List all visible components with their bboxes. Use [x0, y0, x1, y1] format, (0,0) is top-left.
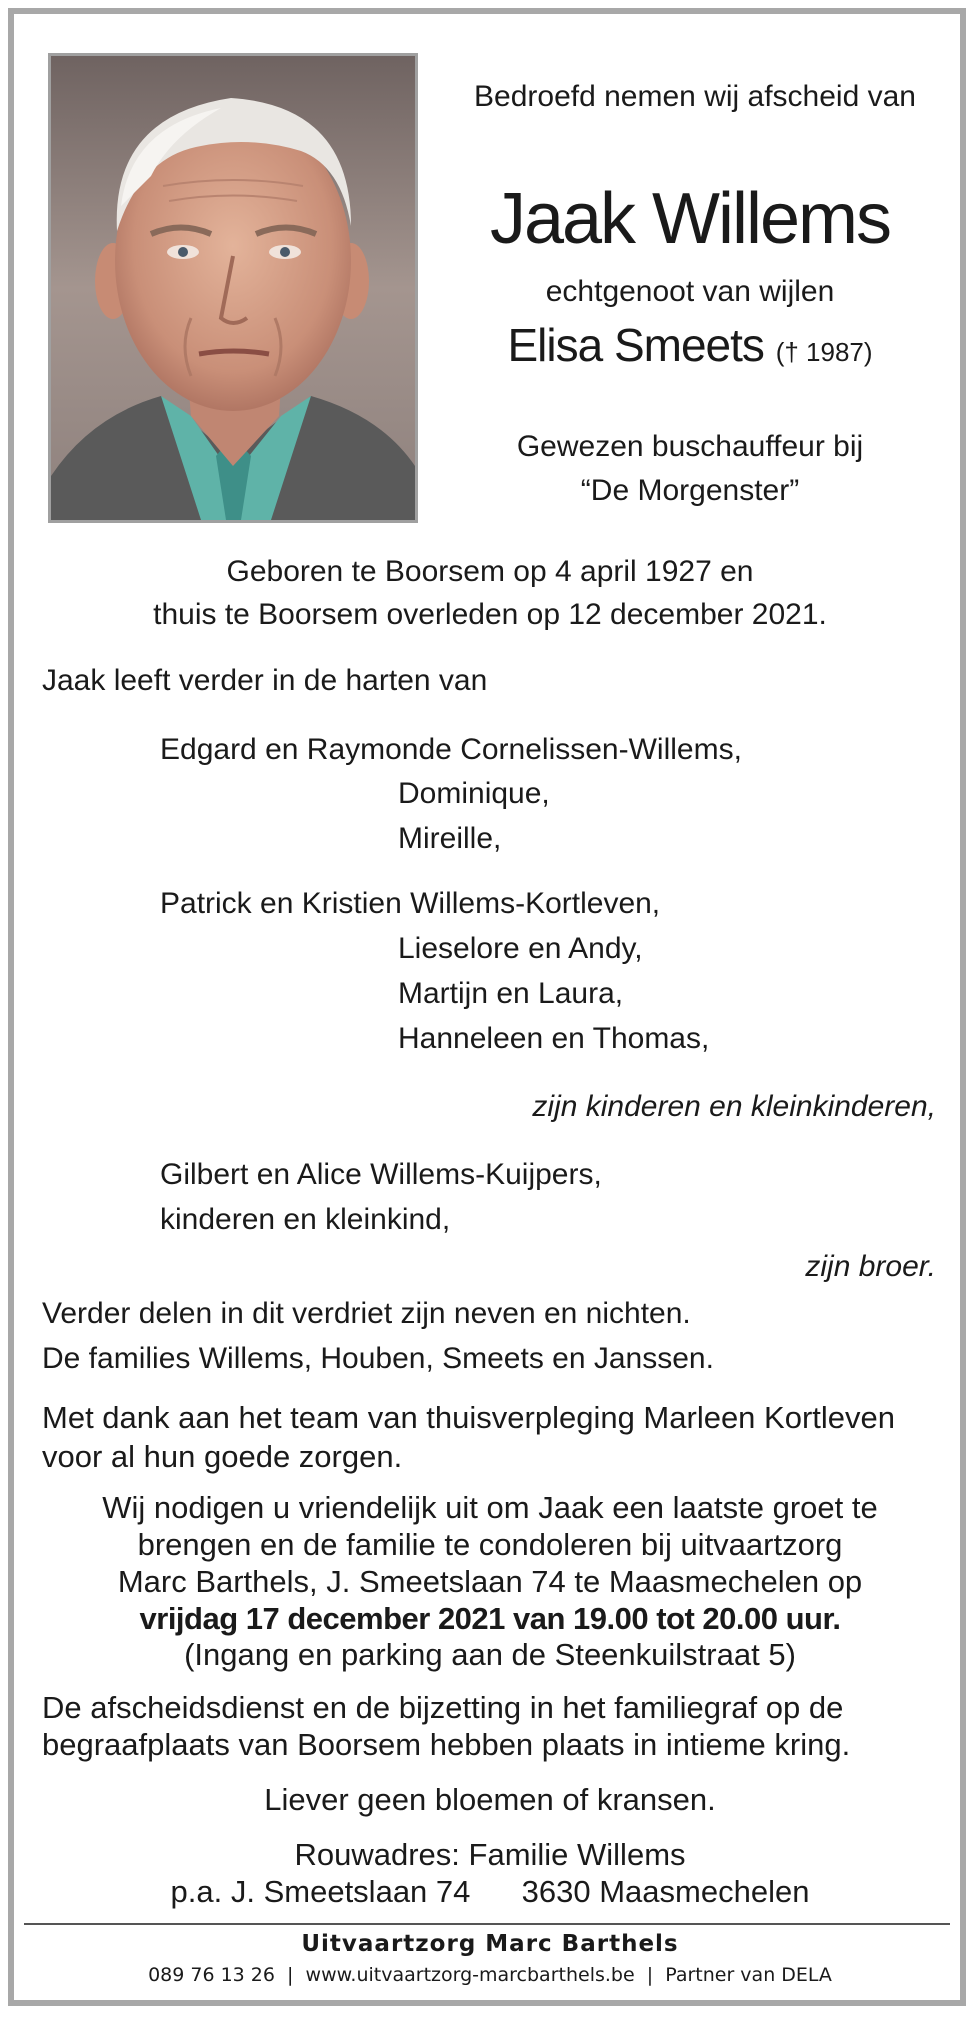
family-intro: Jaak leeft verder in de harten van [42, 664, 488, 697]
children-label: zijn kinderen en kleinkinderen, [532, 1090, 936, 1123]
family-member: Patrick en Kristien Willems-Kortleven, [160, 887, 661, 920]
spouse-death: († 1987) [775, 337, 873, 367]
flowers-note: Liever geen bloemen of kransen. [264, 1782, 716, 1817]
brother-label: zijn broer. [805, 1250, 936, 1283]
died-line: thuis te Boorsem overleden op 12 december 2021. [153, 598, 827, 631]
family-member: Mireille, [398, 822, 502, 855]
family-member: Edgard en Raymonde Cornelissen-Willems, [160, 733, 742, 766]
service-line-2: begraafplaats van Boorsem hebben plaats in intieme kring. [42, 1727, 851, 1762]
visitation-date: vrijdag 17 december 2021 van 19.00 tot 20.00 uur. [139, 1601, 841, 1636]
funeral-home-contact: 089 76 13 26 | www.uitvaartzorg-marcbarthels.be | Partner van DELA [148, 1964, 832, 1986]
occupation-line-2: “De Morgenster” [580, 474, 800, 507]
thanks-line-1: Met dank aan het team van thuisverpleging Marleen Kortleven [42, 1400, 895, 1435]
invitation-line-2: brengen en de familie te condoleren bij uitvaartzorg [137, 1527, 843, 1562]
parking-info: (Ingang en parking aan de Steenkuilstraat 5) [184, 1637, 796, 1672]
address-line-2 [0, 1874, 980, 1910]
portrait-photo [48, 53, 418, 523]
portrait-illustration [51, 56, 415, 520]
others-line-1: Verder delen in dit verdriet zijn neven en nichten. [42, 1297, 691, 1330]
footer-divider [24, 1923, 950, 1925]
others-line-2: De families Willems, Houben, Smeets en Janssen. [42, 1342, 714, 1375]
spouse-line [460, 318, 920, 372]
address-street: p.a. J. Smeetslaan 74 [170, 1874, 471, 1909]
address-line-1: Rouwadres: Familie Willems [294, 1837, 686, 1872]
deceased-name: Jaak Willems [489, 179, 891, 259]
born-line: Geboren te Boorsem op 4 april 1927 en [226, 555, 754, 588]
funeral-home-name: Uitvaartzorg Marc Barthels [301, 1931, 679, 1957]
relation-text: echtgenoot van wijlen [545, 275, 835, 308]
invitation-line-3: Marc Barthels, J. Smeetslaan 74 te Maasmechelen op [117, 1564, 863, 1599]
family-member: Gilbert en Alice Willems-Kuijpers, [160, 1158, 602, 1191]
invitation-line-1: Wij nodigen u vriendelijk uit om Jaak een laatste groet te [102, 1490, 878, 1525]
family-member: Lieselore en Andy, [398, 932, 643, 965]
spouse-name: Elisa Smeets [507, 319, 764, 371]
family-member: Hanneleen en Thomas, [398, 1022, 710, 1055]
family-member: kinderen en kleinkind, [160, 1203, 451, 1236]
family-member: Martijn en Laura, [398, 977, 624, 1010]
occupation-line-1: Gewezen buschauffeur bij [516, 430, 864, 463]
intro-text: Bedroefd nemen wij afscheid van [474, 80, 916, 113]
thanks-line-2: voor al hun goede zorgen. [42, 1439, 403, 1474]
service-line-1: De afscheidsdienst en de bijzetting in het familiegraf op de [42, 1690, 844, 1725]
address-city: 3630 Maasmechelen [521, 1874, 810, 1909]
family-member: Dominique, [398, 777, 550, 810]
